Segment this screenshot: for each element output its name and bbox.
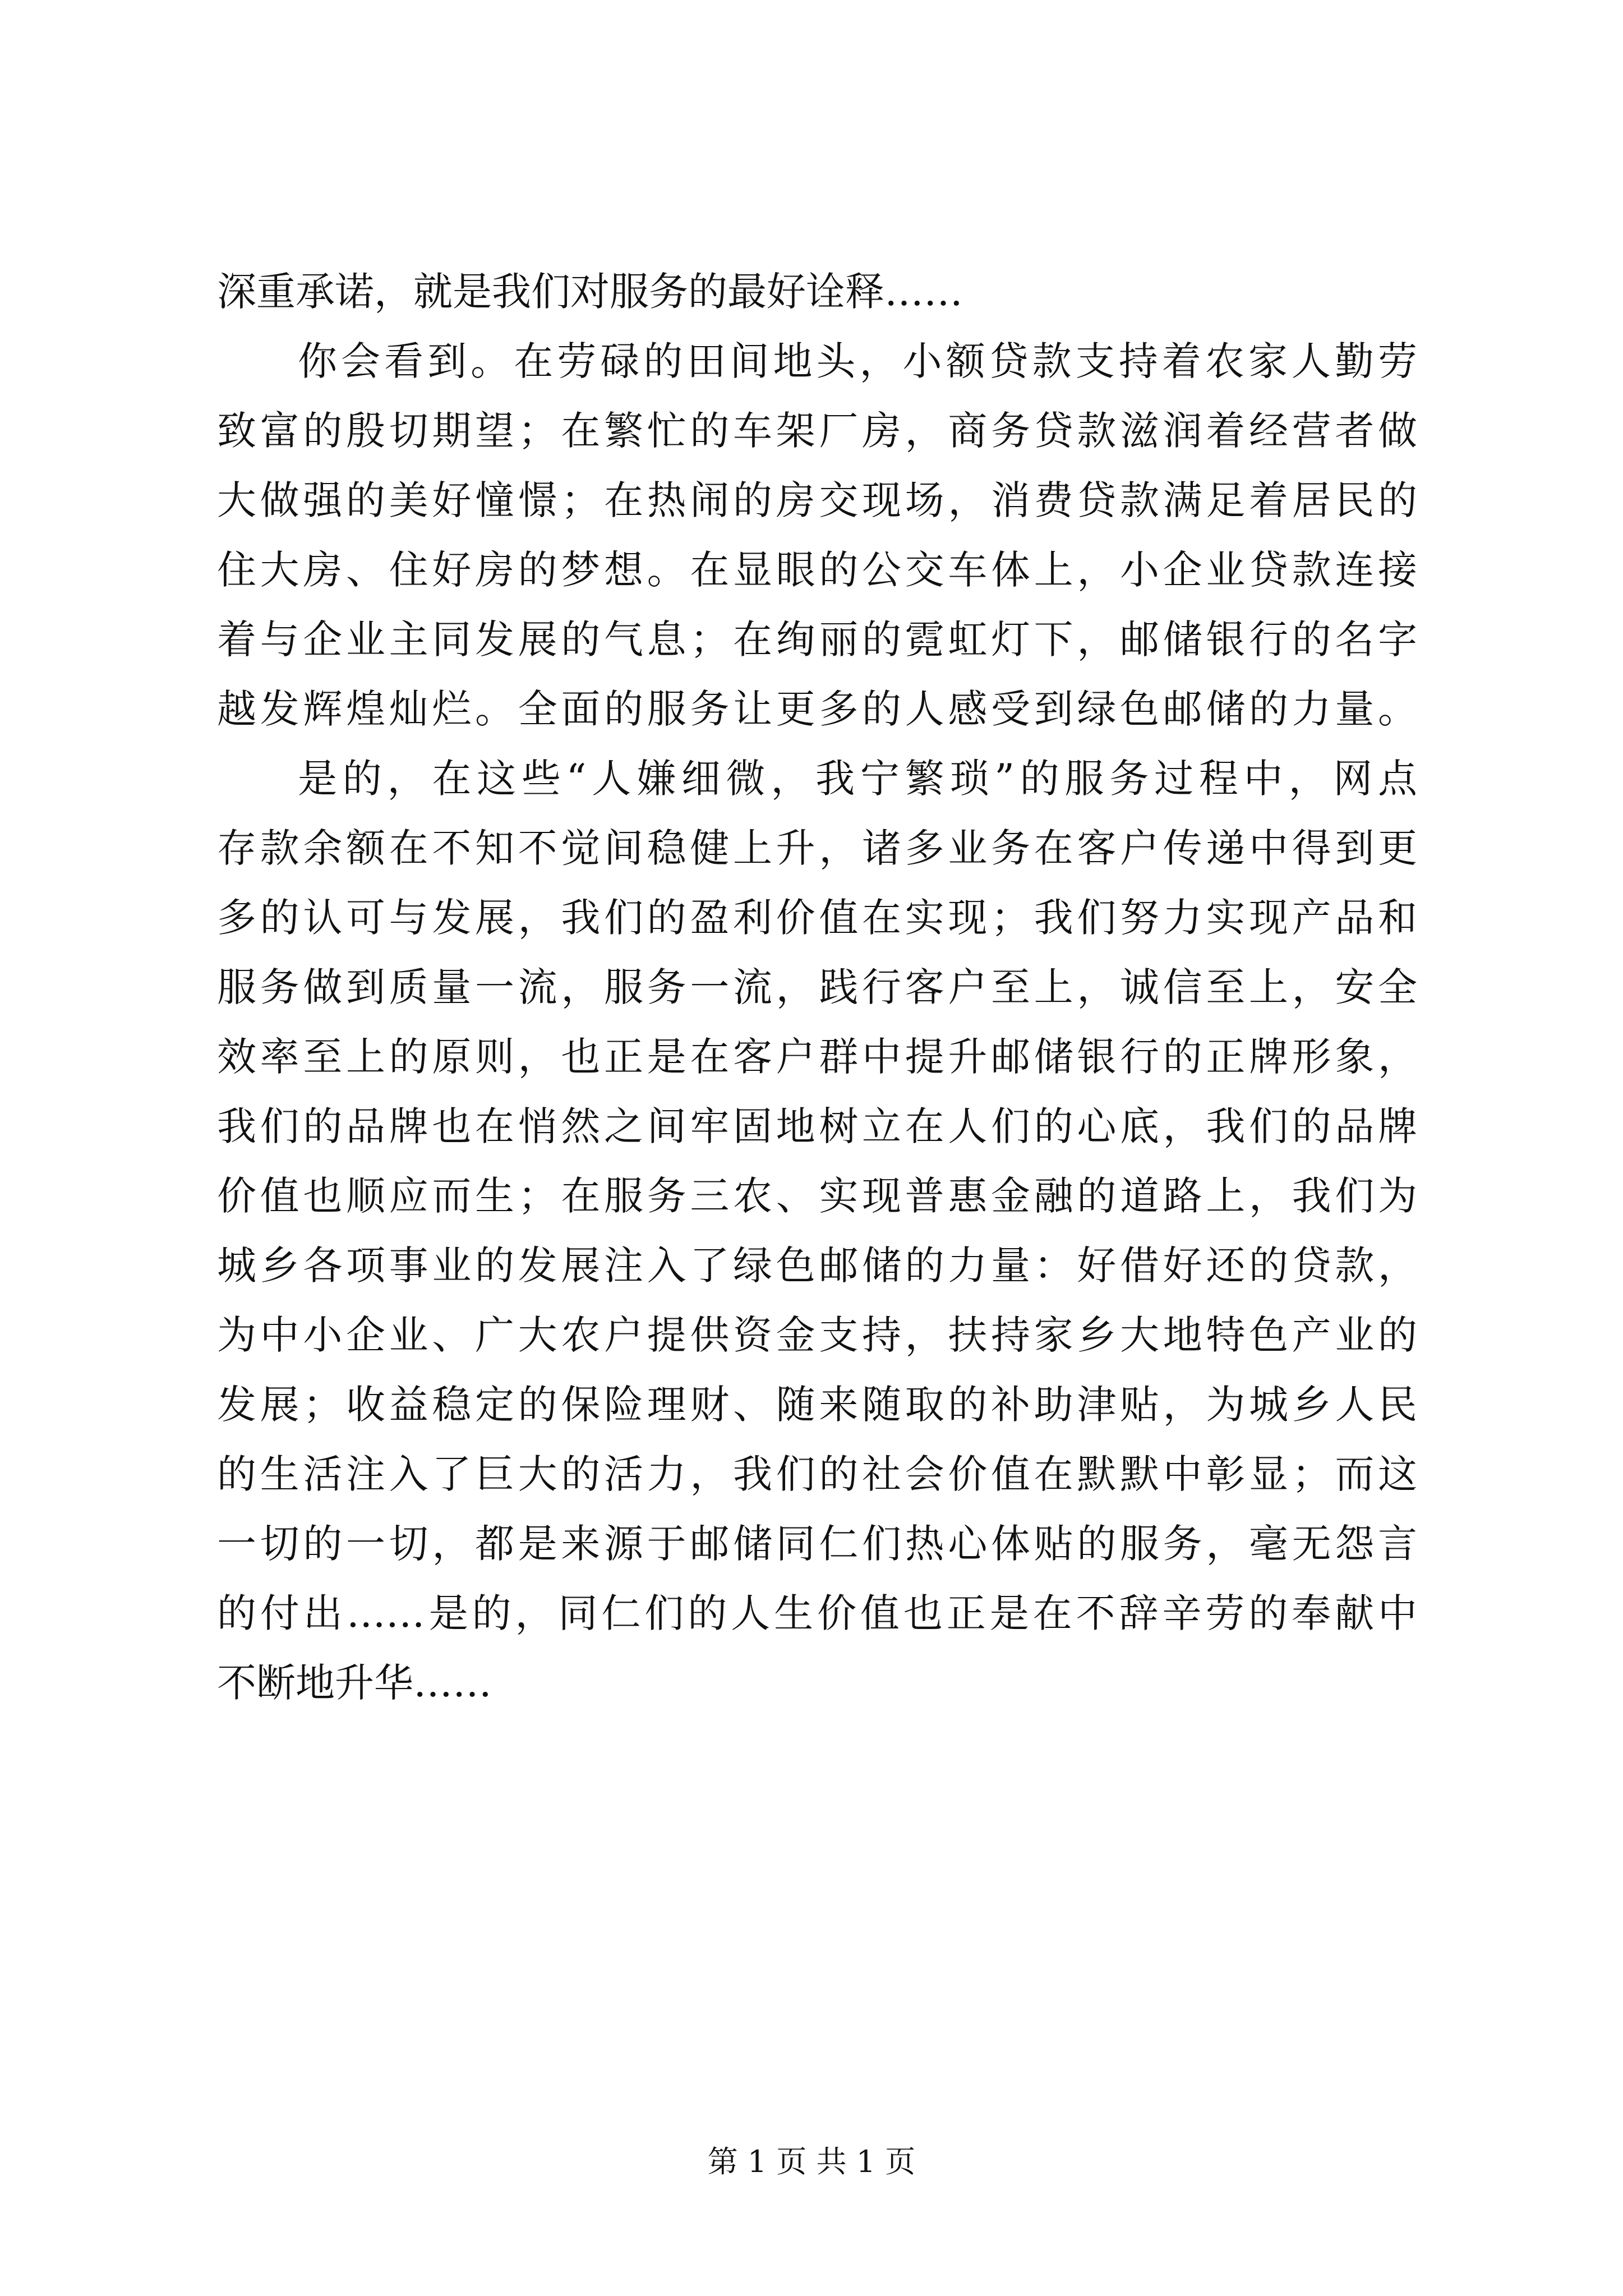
paragraph-1-line-1: 深重承诺，就是我们对服务的最好诠释……	[217, 269, 963, 315]
paragraph-3-line-7: 价值也顺应而生；在服务三农、实现普惠金融的道路上，我们为	[217, 1173, 1417, 1219]
page-footer: 第 1 页 共 1 页	[707, 2144, 916, 2179]
paragraph-2-line-2: 致富的殷切期望；在繁忙的车架厂房，商务贷款滋润着经营者做	[217, 408, 1417, 454]
paragraph-2-line-1: 你会看到。在劳碌的田间地头，小额贷款支持着农家人勤劳	[298, 338, 1417, 384]
paragraph-2-line-6: 越发辉煌灿烂。全面的服务让更多的人感受到绿色邮储的力量。	[217, 686, 1417, 732]
paragraph-3-line-2: 存款余额在不知不觉间稳健上升，诸多业务在客户传递中得到更	[217, 825, 1417, 871]
paragraph-3-line-14: 不断地升华……	[217, 1660, 492, 1706]
paragraph-3-line-6: 我们的品牌也在悄然之间牢固地树立在人们的心底，我们的品牌	[217, 1103, 1417, 1149]
paragraph-3-line-13: 的付出……是的，同仁们的人生价值也正是在不辞辛劳的奉献中	[217, 1590, 1417, 1636]
document-body	[217, 266, 1417, 1727]
paragraph-3-line-9: 为中小企业、广大农户提供资金支持，扶持家乡大地特色产业的	[217, 1312, 1417, 1358]
paragraph-2-line-4: 住大房、住好房的梦想。在显眼的公交车体上，小企业贷款连接	[217, 547, 1417, 593]
paragraph-3-line-11: 的生活注入了巨大的活力，我们的社会价值在默默中彰显；而这	[217, 1451, 1417, 1497]
paragraph-3-line-12: 一切的一切，都是来源于邮储同仁们热心体贴的服务，毫无怨言	[217, 1521, 1417, 1567]
paragraph-3-line-8: 城乡各项事业的发展注入了绿色邮储的力量：好借好还的贷款，	[217, 1243, 1417, 1289]
paragraph-2-line-3: 大做强的美好憧憬；在热闹的房交现场，消费贷款满足着居民的	[217, 477, 1417, 523]
paragraph-2-line-5: 着与企业主同发展的气息；在绚丽的霓虹灯下，邮储银行的名字	[217, 616, 1417, 662]
paragraph-3-line-4: 服务做到质量一流，服务一流，践行客户至上，诚信至上，安全	[217, 964, 1417, 1010]
paragraph-3-line-10: 发展；收益稳定的保险理财、随来随取的补助津贴，为城乡人民	[217, 1382, 1417, 1428]
paragraph-3-line-3: 多的认可与发展，我们的盈利价值在实现；我们努力实现产品和	[217, 895, 1417, 941]
paragraph-3-line-1: 是的，在这些“人嫌细微，我宁繁琐”的服务过程中，网点	[298, 756, 1417, 802]
paragraph-3-line-5: 效率至上的原则，也正是在客户群中提升邮储银行的正牌形象，	[217, 1034, 1417, 1080]
